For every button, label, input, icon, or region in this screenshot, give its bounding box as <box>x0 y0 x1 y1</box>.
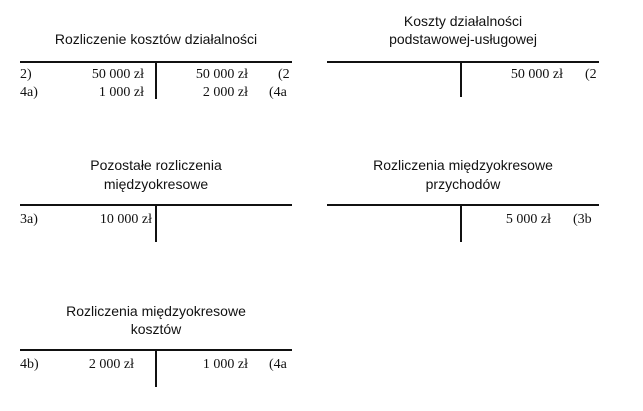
debit-amount: 1 000 zł <box>98 85 144 100</box>
account-top-rule <box>327 204 599 206</box>
account-title-line2: przychodów <box>425 176 501 192</box>
credit-ref: (4a <box>269 85 287 100</box>
credit-amount: 2 000 zł <box>202 85 248 100</box>
account-title-line1: Koszty działalności <box>403 13 523 29</box>
debit-ref: 2) <box>20 67 32 82</box>
account-center-rule <box>460 61 462 97</box>
account-title-line2: podstawowej-usługowej <box>389 31 537 47</box>
account-title-line1: Pozostałe rozliczenia <box>90 157 222 173</box>
account-center-rule <box>155 204 157 242</box>
debit-ref: 3a) <box>20 212 38 227</box>
debit-amount: 10 000 zł <box>99 212 152 227</box>
t-account-pozostale-rozliczenia <box>20 145 292 245</box>
debit-amount: 50 000 zł <box>91 67 144 82</box>
account-title-line1: Rozliczenia międzyokresowe <box>373 157 553 173</box>
t-account-rozliczenia-przychodow <box>327 145 599 245</box>
account-title-line2: kosztów <box>130 321 182 337</box>
account-title-line1: Rozliczenia międzyokresowe <box>66 303 246 319</box>
credit-amount: 1 000 zł <box>202 357 248 372</box>
credit-ref: (4a <box>269 357 287 372</box>
credit-amount: 5 000 zł <box>505 212 551 227</box>
debit-ref: 4b) <box>20 357 39 372</box>
t-account-rozliczenie-kosztow <box>20 0 292 110</box>
account-title-line2: międzyokresowe <box>103 176 209 192</box>
credit-amount: 50 000 zł <box>195 67 248 82</box>
t-account-koszty-dzialalnosci <box>327 0 599 110</box>
debit-ref: 4a) <box>20 85 38 100</box>
credit-ref: (2 <box>585 67 597 82</box>
credit-ref: (3b <box>573 212 592 227</box>
credit-amount: 50 000 zł <box>510 67 563 82</box>
debit-amount: 2 000 zł <box>88 357 134 372</box>
account-title: Rozliczenie kosztów działalności <box>54 31 258 47</box>
account-top-rule <box>327 61 599 63</box>
account-center-rule <box>155 349 157 387</box>
account-center-rule <box>155 61 157 99</box>
credit-ref: (2 <box>278 67 290 82</box>
account-center-rule <box>460 204 462 242</box>
t-account-rozliczenia-kosztow <box>20 290 292 390</box>
